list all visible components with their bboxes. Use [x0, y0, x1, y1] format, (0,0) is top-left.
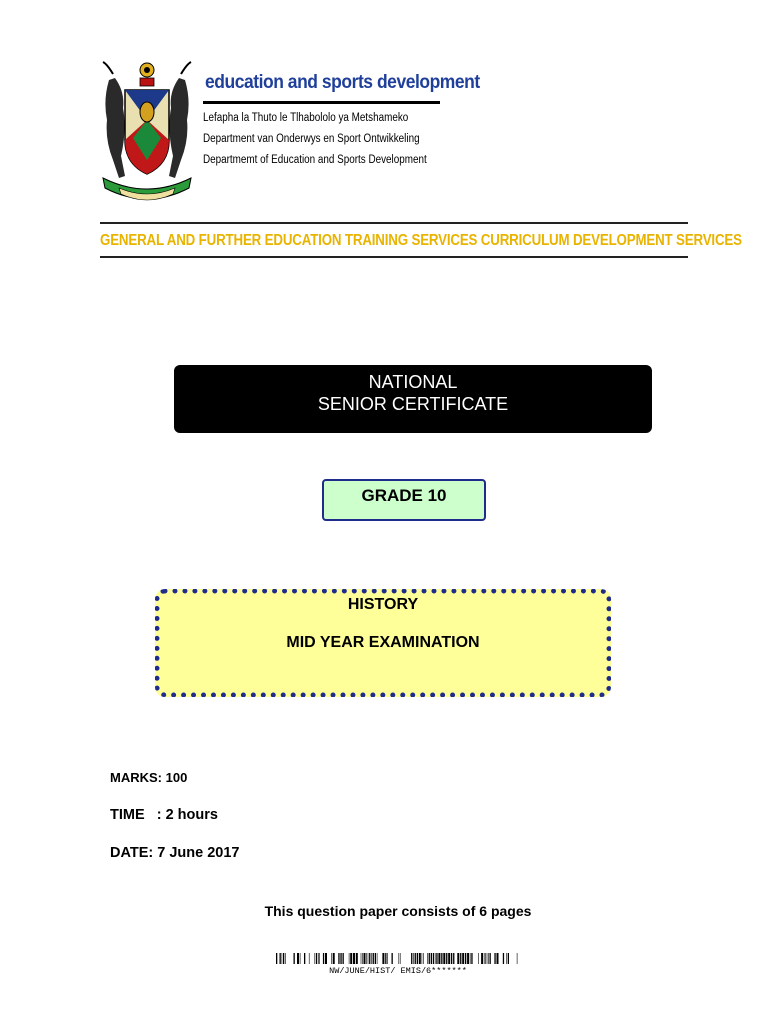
barcode-bar [415, 953, 416, 964]
barcode-bar [276, 953, 277, 964]
barcode-bar [417, 953, 418, 964]
barcode-bar [331, 953, 332, 964]
certificate-line-2: SENIOR CERTIFICATE [317, 394, 509, 414]
barcode-bar [436, 953, 437, 964]
barcode-bar [362, 953, 363, 964]
barcode-bar [467, 953, 469, 964]
barcode-bar [470, 953, 471, 964]
barcode-bar [517, 953, 518, 964]
banner-rule-bottom [100, 256, 688, 258]
barcode-bar [413, 953, 414, 964]
barcode-bar [433, 953, 434, 964]
department-name-setswana: Lefapha la Thuto le Tlhabololo ya Metshameko [203, 112, 409, 124]
barcode-bar [446, 953, 447, 964]
barcode-bar [309, 953, 310, 964]
barcode-bar [462, 953, 464, 964]
barcode-bar [506, 953, 507, 964]
exam-subject: HISTORY [347, 596, 419, 613]
barcode-bar [387, 953, 388, 964]
barcode-bar [349, 953, 350, 964]
barcode-bar [369, 953, 370, 964]
barcode-bar [319, 953, 320, 964]
barcode-bar [503, 953, 504, 964]
barcode-label: NW/JUNE/HIST/ EMIS/6******* [329, 966, 467, 976]
barcode-bar [484, 953, 485, 964]
barcode-bar [494, 953, 495, 964]
barcode-bar [353, 953, 355, 964]
barcode-bar [508, 953, 509, 964]
coat-of-arms-logo [97, 60, 197, 208]
barcode-bar [315, 953, 316, 964]
barcode-bar [487, 953, 488, 964]
barcode-bar [485, 953, 486, 964]
barcode-bar [460, 953, 461, 964]
barcode-bar [297, 953, 299, 964]
barcode-bar [431, 953, 432, 964]
barcode-bar [375, 953, 376, 964]
barcode-bar [392, 953, 393, 964]
services-banner: GENERAL AND FURTHER EDUCATION TRAINING SERVICES CURRICULUM DEVELOPMENT SERVICES [100, 232, 742, 249]
barcode-bar [283, 953, 284, 964]
barcode-bar [382, 953, 384, 964]
barcode-bar [356, 953, 358, 964]
barcode-bar [300, 953, 301, 964]
barcode-bar [488, 953, 489, 964]
barcode-bar [453, 953, 454, 964]
barcode-bar [399, 953, 400, 964]
barcode-bar [435, 953, 436, 964]
certificate-line-1: NATIONAL [368, 372, 458, 392]
barcode-bar [368, 953, 369, 964]
barcode-bar [364, 953, 366, 964]
barcode-bar [338, 953, 339, 964]
certificate-box [174, 365, 652, 433]
barcode-bar [285, 953, 286, 964]
banner-rule-top [100, 222, 688, 224]
barcode-bar [443, 953, 445, 964]
barcode-bar [471, 953, 472, 964]
department-title: education and sports development [205, 72, 480, 93]
barcode-bar [490, 953, 491, 964]
barcode-bar [340, 953, 341, 964]
exam-type: MID YEAR EXAMINATION [286, 634, 480, 651]
barcode-bar [377, 953, 378, 964]
barcode-bar [438, 953, 440, 964]
barcode-bar [318, 953, 319, 964]
grade-badge: GRADE 10 [322, 479, 486, 521]
barcode-bar [282, 953, 283, 964]
barcode-bar [294, 953, 295, 964]
barcode-bar [465, 953, 466, 964]
barcode-bar [478, 953, 479, 964]
barcode-bar [423, 953, 424, 964]
marks-text: MARKS: 100 [110, 770, 188, 785]
barcode-bar [361, 953, 362, 964]
barcode-bar [350, 953, 352, 964]
barcode-bar [385, 953, 386, 964]
barcode-bar [422, 953, 423, 964]
department-name-afrikaans: Department van Onderwys en Sport Ontwikkeling [203, 133, 420, 145]
barcode-bar [373, 953, 374, 964]
barcode-bar [371, 953, 372, 964]
barcode-bar [366, 953, 367, 964]
barcode-bar [481, 953, 483, 964]
barcode-bar [441, 953, 442, 964]
barcode-bar [427, 953, 428, 964]
barcode-bar [448, 953, 450, 964]
barcode-bar [429, 953, 430, 964]
date-text: DATE: 7 June 2017 [110, 845, 240, 861]
barcode-bar [411, 953, 412, 964]
barcode-bar [343, 953, 344, 964]
barcode-bar [280, 953, 281, 964]
barcode-bar [451, 953, 452, 964]
department-name-english: Departmemt of Education and Sports Development [203, 154, 427, 166]
barcode-bar [323, 953, 324, 964]
barcode-bar [400, 953, 401, 964]
barcode-bar [304, 953, 305, 964]
barcode-bar [325, 953, 327, 964]
page-count-note: This question paper consists of 6 pages [264, 903, 532, 919]
barcode-bar [457, 953, 459, 964]
title-underline [203, 101, 440, 104]
barcode-bar [316, 953, 317, 964]
barcode-bar [419, 953, 421, 964]
barcode-bar [497, 953, 499, 964]
time-text: TIME : 2 hours [110, 807, 218, 823]
barcode-bar [333, 953, 335, 964]
exam-box [155, 589, 611, 697]
